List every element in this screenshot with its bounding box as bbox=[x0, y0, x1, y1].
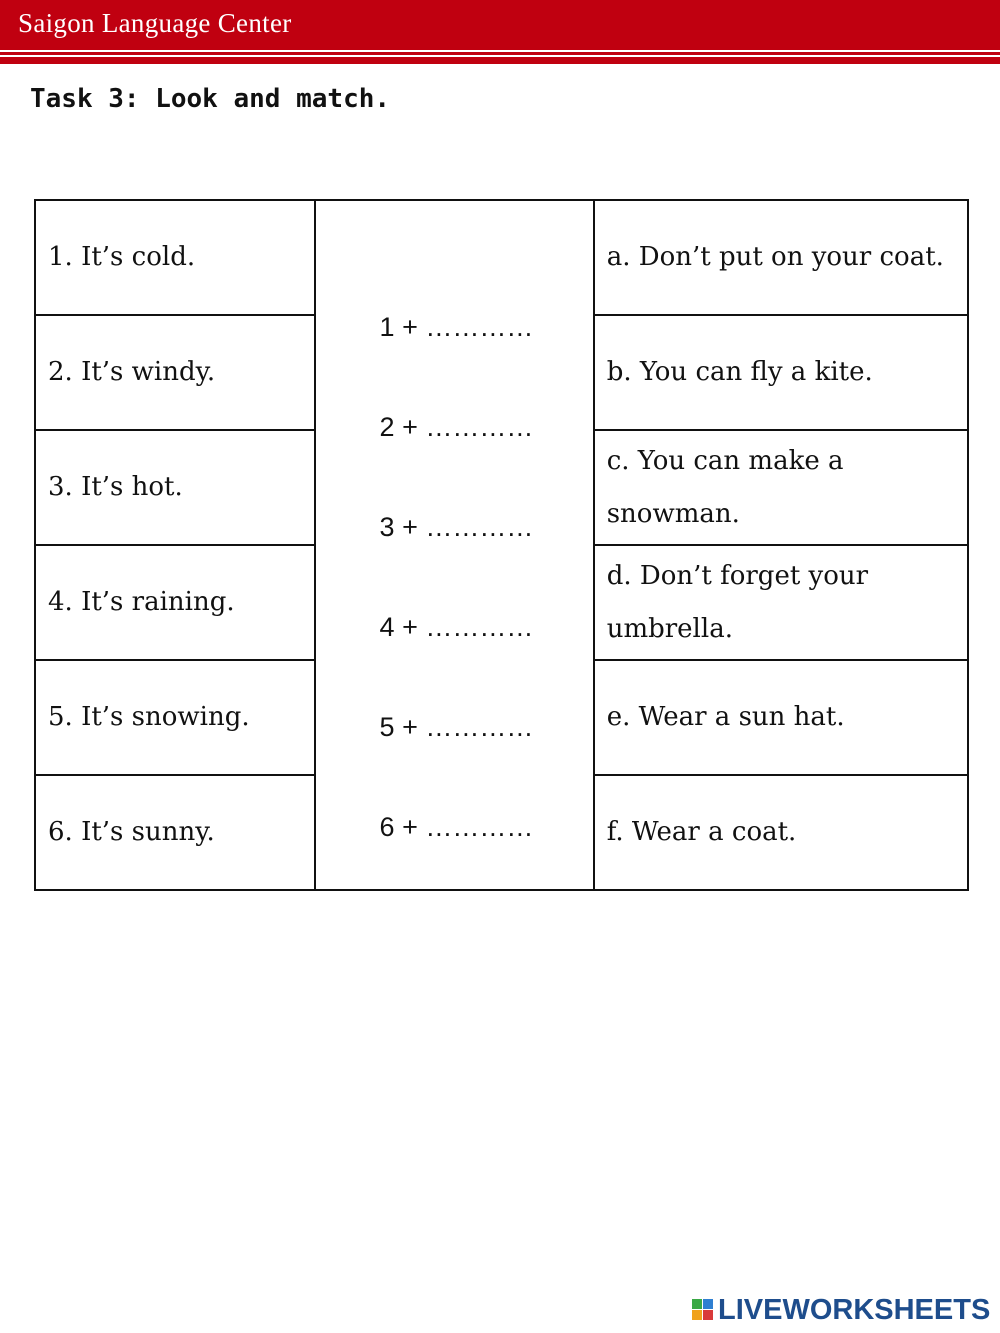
option-cell: d. Don’t forget your umbrella. bbox=[594, 545, 968, 660]
logo-text: LIVEWORKSHEETS bbox=[718, 1293, 991, 1326]
prompt-cell: 6. It’s sunny. bbox=[35, 775, 315, 890]
table-row bbox=[35, 200, 968, 315]
liveworksheets-logo bbox=[692, 1290, 990, 1330]
liveworksheets-logo-icon bbox=[692, 1299, 714, 1321]
task-title: Task 3: Look and match. bbox=[30, 84, 391, 114]
answer-list bbox=[380, 299, 534, 899]
header-bar bbox=[0, 0, 1000, 50]
answer-blank-4[interactable]: 4 + ………… bbox=[379, 612, 534, 642]
option-cell: b. You can fly a kite. bbox=[594, 315, 968, 430]
header-divider bbox=[0, 52, 1000, 55]
prompt-cell: 4. It’s raining. bbox=[35, 545, 315, 660]
option-cell: f. Wear a coat. bbox=[594, 775, 968, 890]
answer-column bbox=[315, 200, 594, 890]
header-divider-thick bbox=[0, 57, 1000, 64]
option-cell: a. Don’t put on your coat. bbox=[594, 200, 968, 315]
answer-blank-3[interactable]: 3 + ………… bbox=[379, 512, 534, 542]
answer-blank-6[interactable]: 6 + ………… bbox=[379, 812, 534, 842]
option-cell: e. Wear a sun hat. bbox=[594, 660, 968, 775]
option-cell: c. You can make a snowman. bbox=[594, 430, 968, 545]
prompt-cell: 1. It’s cold. bbox=[35, 200, 315, 315]
prompt-cell: 3. It’s hot. bbox=[35, 430, 315, 545]
answer-blank-2[interactable]: 2 + ………… bbox=[379, 412, 534, 442]
prompt-cell: 5. It’s snowing. bbox=[35, 660, 315, 775]
prompt-cell: 2. It’s windy. bbox=[35, 315, 315, 430]
header-title: Saigon Language Center bbox=[18, 8, 292, 38]
matching-table bbox=[34, 199, 969, 891]
answer-blank-1[interactable]: 1 + ………… bbox=[379, 312, 534, 342]
answer-blank-5[interactable]: 5 + ………… bbox=[379, 712, 534, 742]
